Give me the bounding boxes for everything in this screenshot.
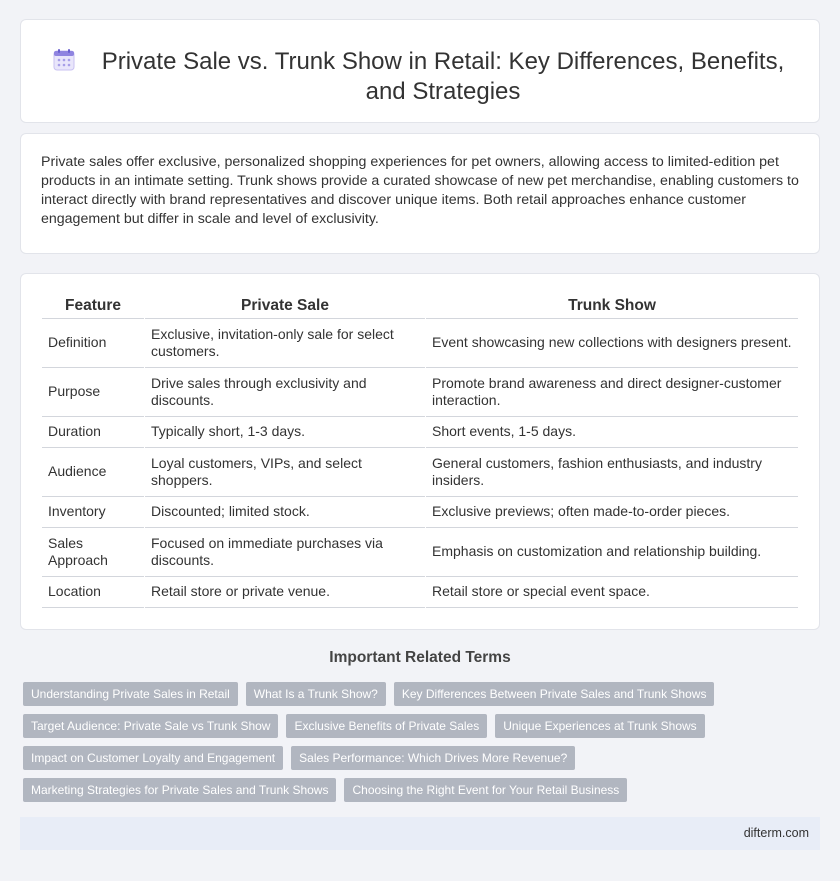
intro-card [20,133,820,254]
cell-private-sale: Discounted; limited stock. [145,497,425,528]
tag-row [23,682,813,706]
comparison-table [42,296,798,608]
cell-feature: Sales Approach [42,528,144,577]
intro-paragraph: Private sales offer exclusive, personalized shopping experiences for pet owners, allowing access to limited-edition pet products in an intimate setting. Trunk shows provide a curated showcase of new pet merchandise, enabling customers to interact directly with brand representatives and discover unique items. Both retail approaches enhance customer engagement but differ in scale and level of exclusivity. [41,154,799,227]
cell-private-sale: Exclusive, invitation-only sale for select customers. [145,319,425,368]
related-term-tag[interactable]: Sales Performance: Which Drives More Revenue? [291,746,575,770]
related-term-tag[interactable]: Exclusive Benefits of Private Sales [286,714,487,738]
tag-row [23,746,813,770]
cell-trunk-show: Promote brand awareness and direct designer-customer interaction. [426,368,798,417]
cell-trunk-show: General customers, fashion enthusiasts, and industry insiders. [426,448,798,497]
cell-private-sale: Loyal customers, VIPs, and select shoppers. [145,448,425,497]
cell-private-sale: Drive sales through exclusivity and discounts. [145,368,425,417]
page-title: Private Sale vs. Trunk Show in Retail: Key Differences, Benefits, and Strategies [101,48,785,105]
footer [20,817,820,850]
tag-row [23,714,813,738]
header-trunk-show: Trunk Show [426,296,798,319]
related-term-tag[interactable]: Impact on Customer Loyalty and Engagement [23,746,283,770]
related-term-tag[interactable]: Target Audience: Private Sale vs Trunk Show [23,714,278,738]
table-row [42,528,798,577]
cell-feature: Duration [42,417,144,448]
header-feature: Feature [42,296,144,319]
related-terms-title: Important Related Terms [329,649,511,666]
table-row [42,448,798,497]
calendar-icon [52,48,76,72]
cell-trunk-show: Exclusive previews; often made-to-order pieces. [426,497,798,528]
cell-private-sale: Retail store or private venue. [145,577,425,608]
table-row [42,319,798,368]
cell-trunk-show: Short events, 1-5 days. [426,417,798,448]
cell-feature: Location [42,577,144,608]
table-row [42,368,798,417]
table-header-row [42,296,798,319]
table-row [42,577,798,608]
related-term-tag[interactable]: Marketing Strategies for Private Sales and Trunk Shows [23,778,336,802]
cell-trunk-show: Event showcasing new collections with designers present. [426,319,798,368]
cell-private-sale: Typically short, 1-3 days. [145,417,425,448]
cell-feature: Definition [42,319,144,368]
title-card [20,19,820,123]
related-terms-list [23,682,813,810]
comparison-table-card [20,273,820,630]
cell-feature: Inventory [42,497,144,528]
cell-private-sale: Focused on immediate purchases via discounts. [145,528,425,577]
tag-row [23,778,813,802]
table-row [42,417,798,448]
footer-site-link[interactable]: difterm.com [743,826,809,840]
cell-trunk-show: Retail store or special event space. [426,577,798,608]
cell-feature: Purpose [42,368,144,417]
related-term-tag[interactable]: What Is a Trunk Show? [246,682,386,706]
table-row [42,497,798,528]
related-term-tag[interactable]: Key Differences Between Private Sales and Trunk Shows [394,682,715,706]
related-term-tag[interactable]: Understanding Private Sales in Retail [23,682,238,706]
cell-trunk-show: Emphasis on customization and relationship building. [426,528,798,577]
related-term-tag[interactable]: Unique Experiences at Trunk Shows [495,714,704,738]
related-term-tag[interactable]: Choosing the Right Event for Your Retail Business [344,778,627,802]
header-private-sale: Private Sale [145,296,425,319]
cell-feature: Audience [42,448,144,497]
